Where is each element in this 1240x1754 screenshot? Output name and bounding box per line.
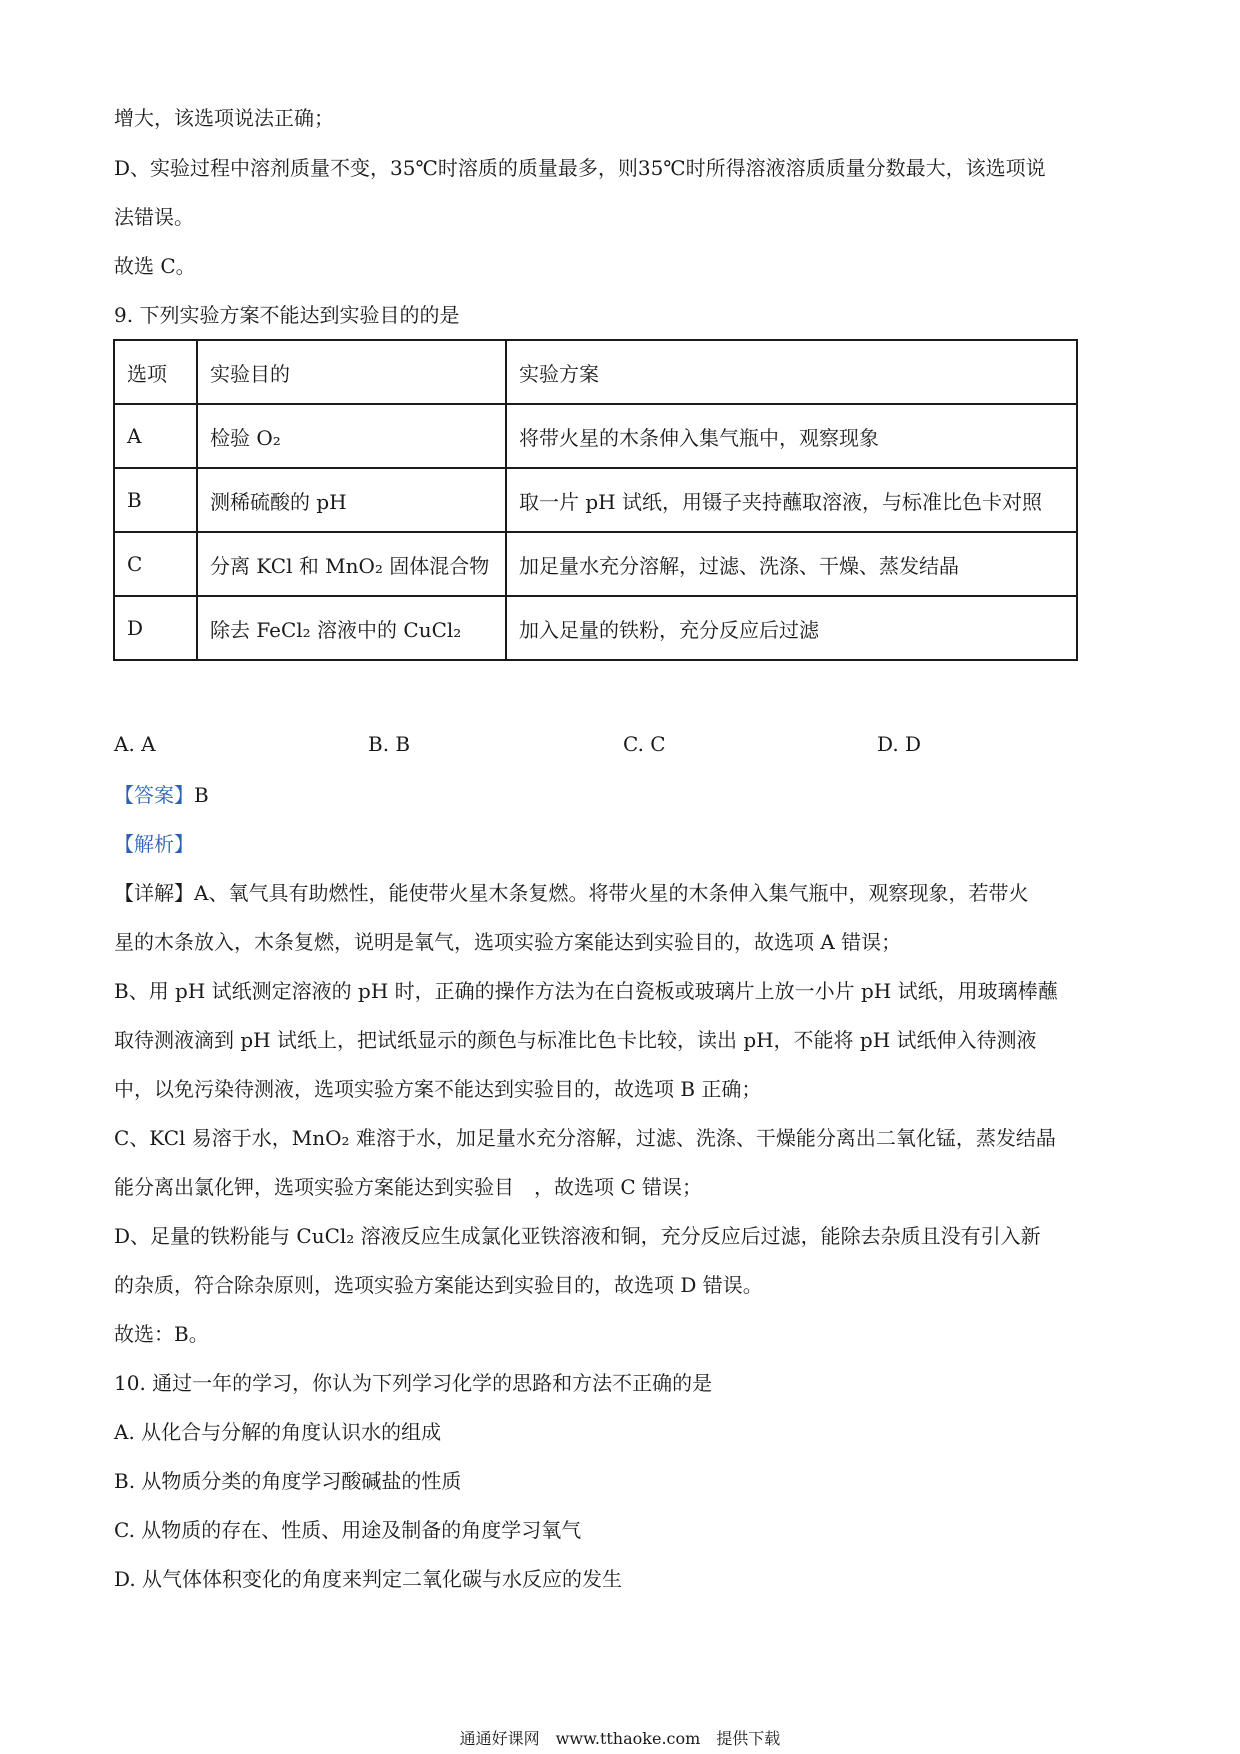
- table-header-cell: 选项: [114, 340, 197, 404]
- table-cell: 检验 O₂: [197, 404, 506, 468]
- analysis-line: C、KCl 易溶于水，MnO₂ 难溶于水，加足量水充分溶解，过滤、洗涤、干燥能分离出二氧化锰，蒸发结晶: [114, 1126, 1056, 1150]
- answer-line: [114, 781, 209, 809]
- table-row: [114, 404, 1077, 468]
- analysis-line: D、足量的铁粉能与 CuCl₂ 溶液反应生成氯化亚铁溶液和铜，充分反应后过滤，能除去杂质且没有引入新: [114, 1224, 1041, 1248]
- table-cell: 取一片 pH 试纸，用镊子夹持蘸取溶液，与标准比色卡对照: [506, 468, 1077, 532]
- table-cell: 加足量水充分溶解，过滤、洗涤、干燥、蒸发结晶: [506, 532, 1077, 596]
- experiment-table: [113, 339, 1078, 661]
- answer-tag: 【答案】: [114, 783, 194, 807]
- q10-option: B. 从物质分类的角度学习酸碱盐的性质: [114, 1469, 462, 1493]
- analysis-line: 取待测液滴到 pH 试纸上，把试纸显示的颜色与标准比色卡比较，读出 pH，不能将 pH 试纸伸入待测液: [114, 1028, 1037, 1052]
- table-cell: 除去 FeCl₂ 溶液中的 CuCl₂: [197, 596, 506, 660]
- table-header-row: [114, 340, 1077, 404]
- analysis-line: 能分离出氯化钾，选项实验方案能达到实验目 ，故选项 C 错误；: [114, 1175, 703, 1199]
- option-c: C. C: [623, 732, 666, 756]
- q10-option: C. 从物质的存在、性质、用途及制备的角度学习氧气: [114, 1518, 582, 1542]
- text-line: D、实验过程中溶剂质量不变，35℃时溶质的质量最多，则35℃时所得溶液溶质质量分数最大，该选项说: [114, 156, 1046, 180]
- q10-option: A. 从化合与分解的角度认识水的组成: [114, 1420, 442, 1444]
- table-header-cell: 实验方案: [506, 340, 1077, 404]
- answer-value: B: [194, 783, 209, 807]
- analysis-line: 星的木条放入，木条复燃，说明是氧气，选项实验方案能达到实验目的，故选项 A 错误；: [114, 930, 902, 954]
- table-cell: B: [114, 468, 197, 532]
- analysis-line: 故选：B。: [114, 1322, 209, 1346]
- analysis-line: 【详解】A、氧气具有助燃性，能使带火星木条复燃。将带火星的木条伸入集气瓶中，观察现象，若带火: [114, 881, 1029, 905]
- table-row: [114, 468, 1077, 532]
- analysis-line: 的杂质，符合除杂原则，选项实验方案能达到实验目的，故选项 D 错误。: [114, 1273, 763, 1297]
- text-line: 增大，该选项说法正确；: [114, 106, 334, 130]
- question-9-stem: 9. 下列实验方案不能达到实验目的的是: [114, 303, 460, 327]
- question-10-stem: 10. 通过一年的学习，你认为下列学习化学的思路和方法不正确的是: [114, 1371, 713, 1395]
- option-a: A. A: [114, 732, 156, 756]
- table-cell: 分离 KCl 和 MnO₂ 固体混合物: [197, 532, 506, 596]
- analysis-line: B、用 pH 试纸测定溶液的 pH 时，正确的操作方法为在白瓷板或玻璃片上放一小片 pH 试纸，用玻璃棒蘸: [114, 979, 1058, 1003]
- table-cell: C: [114, 532, 197, 596]
- page-footer: 通通好课网 www.tthaoke.com 提供下载: [459, 1729, 781, 1748]
- q10-option: D. 从气体体积变化的角度来判定二氧化碳与水反应的发生: [114, 1567, 623, 1591]
- analysis-line: 中，以免污染待测液，选项实验方案不能达到实验目的，故选项 B 正确；: [114, 1077, 762, 1101]
- option-b: B. B: [368, 732, 411, 756]
- analysis-tag: 【解析】: [114, 832, 194, 856]
- table-cell: 测稀硫酸的 pH: [197, 468, 506, 532]
- text-line: 法错误。: [114, 205, 194, 229]
- table-header-cell: 实验目的: [197, 340, 506, 404]
- option-d: D. D: [877, 732, 922, 756]
- table-row: [114, 532, 1077, 596]
- table-cell: D: [114, 596, 197, 660]
- table-cell: 将带火星的木条伸入集气瓶中，观察现象: [506, 404, 1077, 468]
- table-cell: A: [114, 404, 197, 468]
- table-row: [114, 596, 1077, 660]
- table-cell: 加入足量的铁粉，充分反应后过滤: [506, 596, 1077, 660]
- text-line: 故选 C。: [114, 254, 196, 278]
